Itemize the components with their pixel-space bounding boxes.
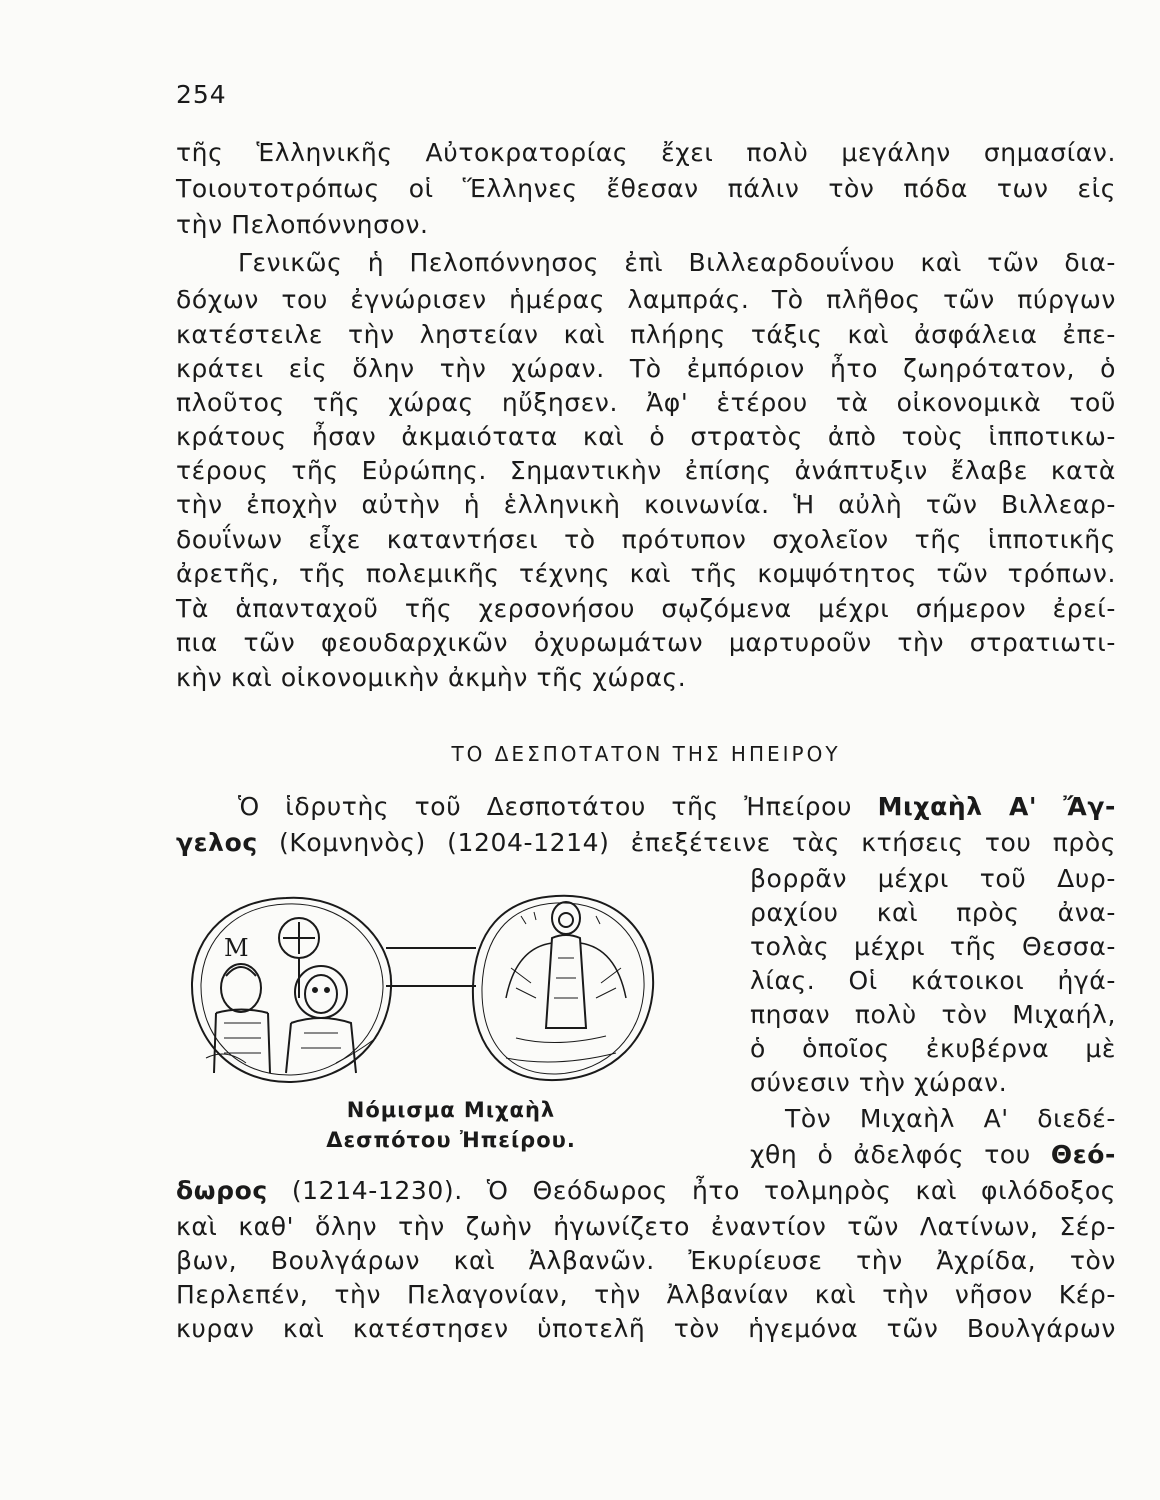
coin-illustration <box>186 888 731 1088</box>
text-line: κυραν καὶ κατέστησεν ὑποτελῆ τὸν ἡγεμόνα τῶν Βουλγάρων <box>176 1314 1116 1343</box>
text-line: πησαν πολὺ τὸν Μιχαήλ, <box>750 1000 1116 1029</box>
text-line: καὶ καθ' ὅλην τὴν ζωὴν ἠγωνίζετο ἐναντίον τῶν Λατίνων, Σέρ- <box>176 1212 1116 1241</box>
text-line: πλοῦτος τῆς χώρας ηὔξησεν. Ἀφ' ἑτέρου τὰ οἰκονομικὰ τοῦ <box>176 388 1116 417</box>
text-line: σύνεσιν τὴν χώραν. <box>750 1068 1008 1097</box>
bold-name: Μιχαὴλ Α' Ἄγ- <box>877 792 1116 821</box>
text-line: Τὸν Μιχαὴλ Α' διεδέ- <box>785 1104 1116 1133</box>
page-number: 254 <box>176 80 227 109</box>
figure-caption <box>296 1095 606 1155</box>
text-line: κὴν καὶ οἰκονομικὴν ἀκμὴν τῆς χώρας. <box>176 663 687 692</box>
text-run: χθη ὁ ἀδελφός του <box>750 1140 1051 1169</box>
bold-name: Θεό- <box>1050 1140 1116 1169</box>
text-line: ὁ ὁποῖος ἐκυβέρνα μὲ <box>750 1034 1116 1063</box>
text-run: (Κομνηνὸς) (1204-1214) ἐπεξέτεινε τὰς κτήσεις του πρὸς <box>257 828 1116 857</box>
caption-line: Δεσπότου Ἠπείρου. <box>326 1128 576 1152</box>
text-line: δόχων του ἐγνώρισεν ἡμέρας λαμπράς. Τὸ πλῆθος τῶν πύργων <box>176 285 1116 314</box>
text-line: Τὰ ἁπανταχοῦ τῆς χερσονήσου σῳζόμενα μέχρι σήμερον ἐρεί- <box>176 594 1116 623</box>
text-line: δουΐνων εἶχε καταντήσει τὸ πρότυπον σχολεῖον τῆς ἱπποτικῆς <box>176 525 1116 554</box>
text-line: βων, Βουλγάρων καὶ Ἀλβανῶν. Ἐκυρίευσε τὴν Ἀχρίδα, τὸν <box>176 1246 1116 1275</box>
text-line <box>750 1138 1116 1172</box>
text-line: Γενικῶς ἡ Πελοπόννησος ἐπὶ Βιλλεαρδουΐνου καὶ τῶν δια- <box>238 248 1116 277</box>
text-line: τῆς Ἑλληνικῆς Αὐτοκρατορίας ἔχει πολὺ μεγάλην σημασίαν. <box>176 138 1116 167</box>
text-line: ραχίου καὶ πρὸς ἀνα- <box>750 898 1116 927</box>
text-line: Περλεπέν, τὴν Πελαγονίαν, τὴν Ἀλβανίαν καὶ τὴν νῆσον Κέρ- <box>176 1280 1116 1309</box>
text-line: τὴν Πελοπόννησον. <box>176 210 429 239</box>
bold-name: δωρος <box>176 1176 268 1205</box>
section-heading: ΤΟ ΔΕΣΠΟΤΑΤΟΝ ΤΗΣ ΗΠΕΙΡΟΥ <box>451 742 841 766</box>
coin-reverse <box>473 896 653 1080</box>
text-run: Ὁ ἱδρυτὴς τοῦ Δεσποτάτου τῆς Ἠπείρου <box>238 792 878 821</box>
text-line <box>176 1174 1116 1208</box>
caption-line: Νόμισμα Μιχαὴλ <box>346 1098 556 1122</box>
coin-monogram: Μ <box>224 934 249 962</box>
text-line: λίας. Οἱ κάτοικοι ἠγά- <box>750 966 1116 995</box>
text-line: ἀρετῆς, τῆς πολεμικῆς τέχνης καὶ τῆς κομψότητος τῶν τρόπων. <box>176 559 1116 588</box>
bold-name: γελος <box>176 828 258 857</box>
text-line: κατέστειλε τὴν ληστείαν καὶ πλήρης τάξις καὶ ἀσφάλεια ἐπε- <box>176 320 1116 349</box>
text-line <box>238 790 1116 824</box>
text-line: τὴν ἐποχὴν αὐτὴν ἡ ἑλληνικὴ κοινωνία. Ἡ αὐλὴ τῶν Βιλλεαρ- <box>176 490 1116 519</box>
text-line: βορρᾶν μέχρι τοῦ Δυρ- <box>750 864 1116 893</box>
text-line: κράτει εἰς ὅλην τὴν χώραν. Τὸ ἐμπόριον ἦτο ζωηρότατον, ὁ <box>176 354 1116 383</box>
coin-obverse <box>192 898 391 1082</box>
text-run: (1214-1230). Ὁ Θεόδωρος ἦτο τολμηρὸς καὶ φιλόδοξος <box>267 1176 1116 1205</box>
text-line: κράτους ἦσαν ἀκμαιότατα καὶ ὁ στρατὸς ἀπὸ τοὺς ἱπποτικω- <box>176 422 1116 451</box>
text-line: τολὰς μέχρι τῆς Θεσσα- <box>750 932 1116 961</box>
text-line: Τοιουτοτρόπως οἱ Ἕλληνες ἔθεσαν πάλιν τὸν πόδα των εἰς <box>176 174 1116 203</box>
text-line <box>176 826 1116 860</box>
text-line: πια τῶν φεουδαρχικῶν ὀχυρωμάτων μαρτυροῦν τὴν στρατιωτι- <box>176 628 1116 657</box>
text-line: τέρους τῆς Εὐρώπης. Σημαντικὴν ἐπίσης ἀνάπτυξιν ἔλαβε κατὰ <box>176 456 1116 485</box>
